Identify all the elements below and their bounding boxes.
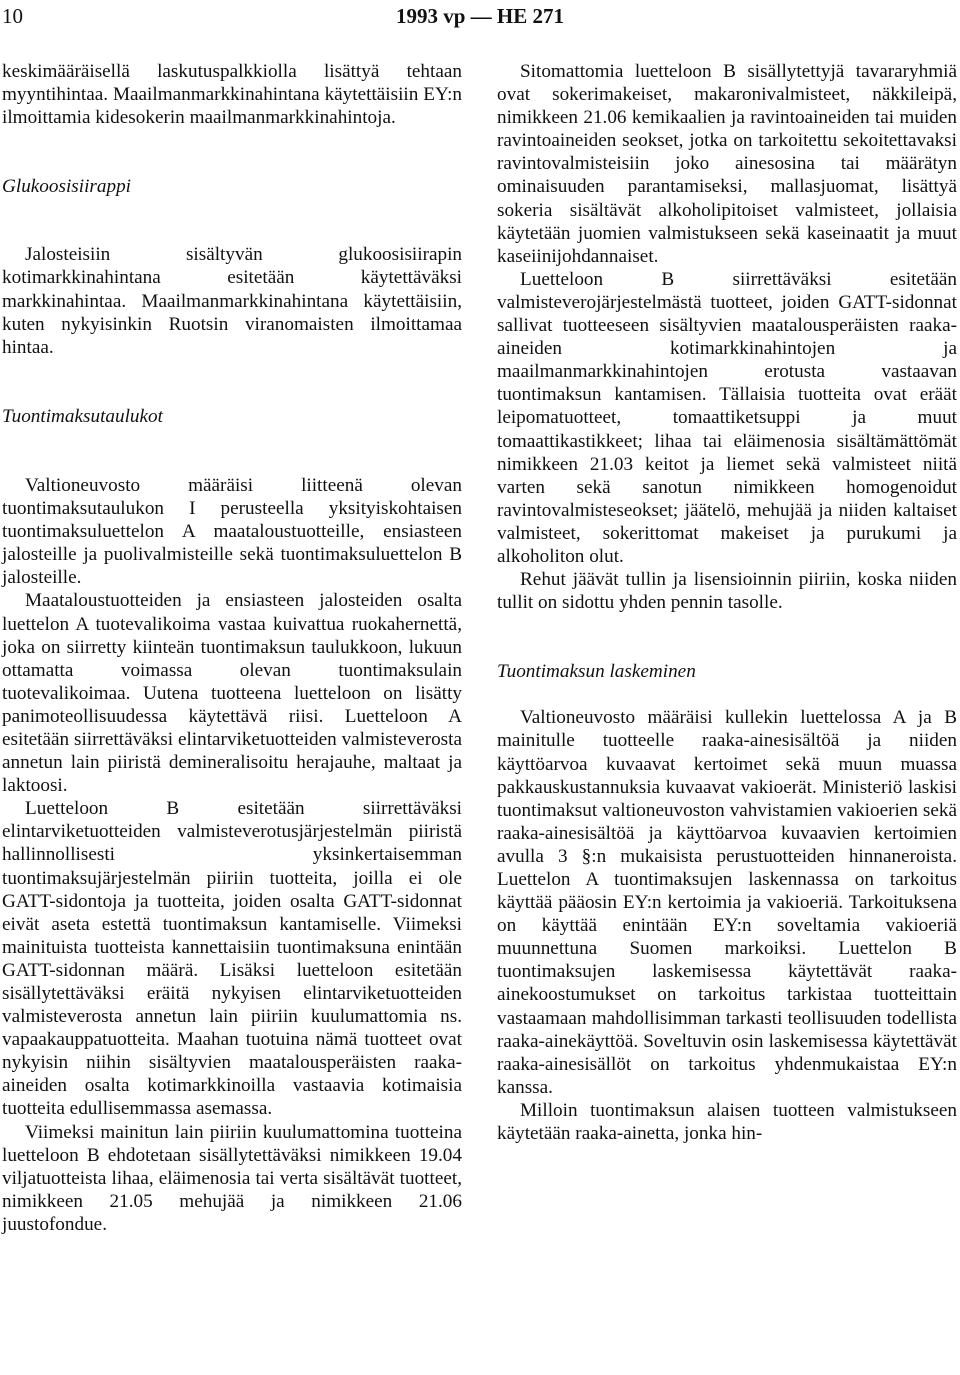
section-heading: Tuontimaksutaulukot	[2, 405, 163, 427]
paragraph: keskimääräisellä laskutuspalkkiolla lisättyä tehtaan myyntihintaa. Maailmanmarkkinahintana käytettäisiin EY:n ilmoittamia kidesokerin maailmanmarkkinahintoja.	[2, 61, 462, 129]
page-number: 10	[2, 4, 23, 28]
paragraph: Jalosteisiin sisältyvän glukoosisiirapin kotimarkkinahintana esitetään käytettäväksi markkinahintaa. Maailmanmarkkinahintana käytettäisiin, kuten nykyisinkin Ruotsin viranomaisten ilmoittamaa hintaa.	[2, 244, 462, 358]
paragraph: Milloin tuontimaksun alaisen tuotteen valmistukseen käytetään raaka-ainetta, jonka hin-	[497, 1099, 957, 1145]
left-column	[2, 60, 462, 1236]
section-heading: Tuontimaksun laskeminen	[497, 661, 696, 683]
paragraph: Valtioneuvosto määräisi kullekin luettelossa A ja B mainitulle tuotteelle raaka-ainesisältöä ja niiden käyttöarvoa kuvaavat kertoimet sekä muun muassa pakkauskustannuksia kuvaavat vakioerät. Ministeriö laskisi tuontimaksut valtioneuvoston vahvistamien vakioerien sekä raaka-ainesisältöä ja käyttöarvoa kuvaavien kertoimien avulla 3 §:n mukaisista perustuotteiden hinnaneroista. Luettelon A tuontimaksujen laskennassa on tarkoitus käyttää pääosin EY:n kertoimia ja vakioeriä. Tarkoituksena on käyttää enintään EY:n soveltamia vakioeriä muunnettuna Suomen markoiksi. Luettelon B tuontimaksujen laskemisessa käytettävät raaka-ainekoostumukset on tarkoitus tarkistaa tuotteittain vastaamaan mahdollisimman tarkasti teollisuuden todellista raaka-ainekäyttöä. Soveltuvin osin laskemisessa käytettävät raaka-ainesisällöt on tarkoitus yhdenmukaistaa EY:n kanssa.	[497, 707, 957, 1098]
paragraph: Valtioneuvosto määräisi liitteenä olevan tuontimaksutaulukon I perusteella yksityiskohtaisen tuontimaksuluettelon A maataloustuotteille, ensiasteen jalosteille ja puolivalmisteille sekä tuontimaksuluettelon B jalosteille.	[2, 474, 462, 589]
document-id: 1993 vp — HE 271	[395, 4, 565, 28]
paragraph: Maataloustuotteiden ja ensiasteen jalosteiden osalta luettelon A tuotevalikoima vastaa kuivattua ruokahernettä, joka on siirretty kiinteän tuontimaksun taulukkoon, lukuun ottamatta voimassa olevan tuontimaksulain tuotevalikoimaa. Uutena tuotteena luetteloon on lisätty panimoteollisuudessa käytettävä riisi. Luetteloon A esitetään siirrettäväksi elintarviketuotteiden valmisteverosta annetun lain piiristä demineralisoitu herajauhe, maltaat ja laktoosi.	[2, 590, 462, 797]
right-column	[497, 60, 957, 1145]
paragraph: Rehut jäävät tullin ja lisensioinnin piiriin, koska niiden tullit on sidottu yhden pennin tasolle.	[497, 569, 957, 614]
paragraph: Viimeksi mainitun lain piiriin kuulumattomina tuotteina luetteloon B ehdotetaan sisällytettäväksi nimikkeen 19.04 viljatuotteista lihaa, eläimenosia tai verta sisältävät tuotteet, nimikkeen 21.05 mehujää ja nimikkeen 21.06 juustofondue.	[2, 1121, 462, 1235]
section-heading: Glukoosisiirappi	[2, 176, 131, 198]
paragraph: Sitomattomia luetteloon B sisällytettyjä tavararyhmiä ovat sokerimakeiset, makaronivalmisteet, näkkileipä, nimikkeen 21.06 kemikaalien ja ravintoaineiden tai muiden ravintoaineiden seokset, jotka on tarkoitettu sekoitettavaksi ravintovalmisteisiin joko ainesosina tai määrätyn ominaisuuden parantamiseksi, mallasjuomat, lisättyä sokeria sisältävät alkoholipitoiset valmisteet, jollaisia käytetään juomien valmistukseen sekä kaseinaatit ja muut kaseiinijohdannaiset.	[497, 61, 957, 267]
paragraph: Luetteloon B esitetään siirrettäväksi elintarviketuotteiden valmisteverotusjärjestelmän piiristä hallinnollisesti yksinkertaisemman tuontimaksujärjestelmän piiriin tuotteita, joilla ei ole GATT-sidontoja ja tuotteita, joiden osalta GATT-sidonnat eivät aseta estettä tuontimaksun kantamiselle. Viimeksi mainituista tuotteista kannettaisiin tuontimaksuna enintään GATT-sidonnan määrä. Lisäksi luetteloon esitetään sisällytettäväksi eräitä nykyisen elintarviketuotteiden valmisteverosta annetun lain piiriin kuulumattomia ns. vapaakauppatuotteita. Maahan tuotuina nämä tuotteet ovat nykyisin niihin sisältyvien maatalousperäisten raaka-aineiden osalta kotimarkkinoilla vastaavia kotimaisia tuotteita edullisemmassa asemassa.	[2, 798, 462, 1120]
page-header	[0, 0, 960, 40]
paragraph: Luetteloon B siirrettäväksi esitetään valmisteverojärjestelmästä tuotteet, joiden GATT-sidonnat sallivat tuotteeseen sisältyvien maatalousperäisten raaka-aineiden kotimarkkinahintojen ja maailmanmarkkinahintojen erotusta vastaavan tuontimaksun kantamisen. Tällaisia tuotteita ovat eräät leipomatuotteet, tomaattiketsuppi ja muut tomaattikastikkeet; lihaa tai eläimenosia sisältämättömät nimikkeen 21.03 keitot ja liemet sekä valmisteet niitä varten sekä sanotun nimikkeen homogenoidut ravintovalmisteseokset; jäätelö, mehujää ja niiden kaltaiset valmisteet, sokerittomat makeiset ja purukumi ja alkoholiton olut.	[497, 268, 957, 567]
